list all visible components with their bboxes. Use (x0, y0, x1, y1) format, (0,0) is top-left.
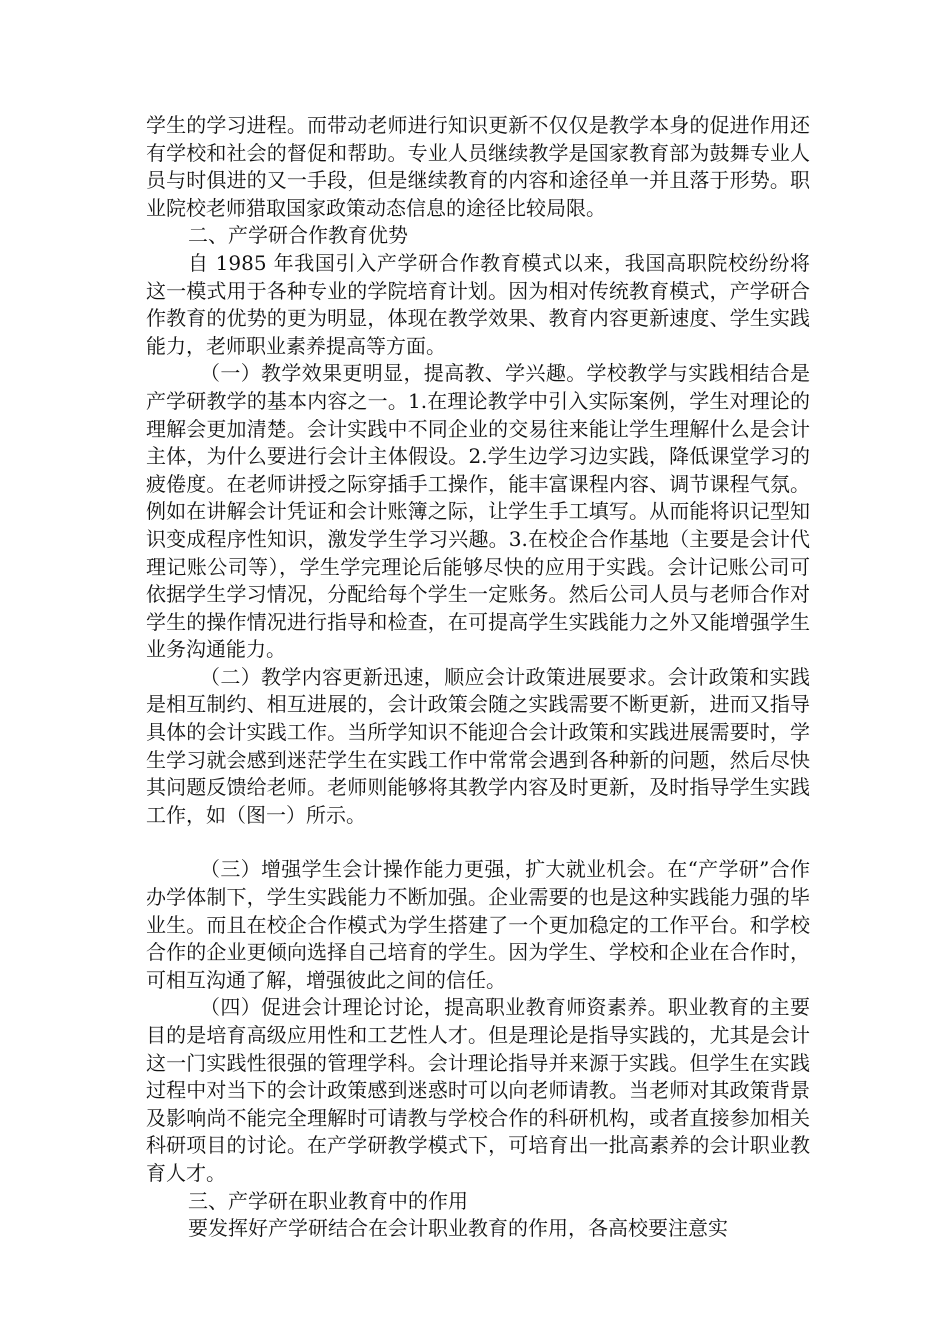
paragraph-role-intro: 要发挥好产学研结合在会计职业教育的作用，各高校要注意实 (188, 1216, 728, 1241)
figure-gap (146, 829, 810, 856)
section-heading-role: 三、产学研在职业教育中的作用 (188, 1188, 468, 1213)
paragraph-advantage-practical-ability: （三）增强学生会计操作能力更强，扩大就业机会。在“产学研”合作办学体制下，学生实践能力不断加强。企业需要的也是这种实践能力强的毕业生。而且在校企合作模式为学生搭建了一个更加稳定的工作平台。和学校合作的企业更倾向选择自己培育的学生。因为学生、学校和企业在合作时，可相互沟通了解，增强彼此之间的信任。 (146, 857, 810, 992)
paragraph-advantages-overview: 自 1985 年我国引入产学研合作教育模式以来，我国高职院校纷纷将这一模式用于各种专业的学院培育计划。因为相对传统教育模式，产学研合作教育的优势的更为明显，体现在教学效果、教育内容更新速度、学生实践能力，老师职业素养提高等方面。 (146, 250, 810, 358)
section-heading-advantages: 二、产学研合作教育优势 (188, 223, 408, 248)
paragraph-advantage-theory-research: （四）促进会计理论讨论，提高职业教育师资素养。职业教育的主要目的是培育高级应用性和工艺性人才。但是理论是指导实践的，尤其是会计这一门实践性很强的管理学科。会计理论指导并来源于实践。但学生在实践过程中对当下的会计政策感到迷惑时可以向老师请教。当老师对其政策背景及影响尚不能完全理解时可请教与学校合作的科研机构，或者直接参加相关科研项目的讨论。在产学研教学模式下，可培育出一批高素养的会计职业教育人才。 (146, 995, 810, 1185)
paragraph-intro-continuation: 学生的学习进程。而带动老师进行知识更新不仅仅是教学本身的促进作用还有学校和社会的督促和帮助。专业人员继续教学是国家教育部为鼓舞专业人员与时俱进的又一手段，但是继续教育的内容和途径单一并且落于形势。职业院校老师猎取国家政策动态信息的途径比较局限。 (146, 113, 810, 220)
document-page (146, 112, 810, 1243)
paragraph-advantage-teaching-effect: （一）教学效果更明显，提高教、学兴趣。学校教学与实践相结合是产学研教学的基本内容之一。1.在理论教学中引入实际案例，学生对理论的理解会更加清楚。会计实践中不同企业的交易往来能让学生理解什么是会计主体，为什么要进行会计主体假设。2.学生边学习边实践，降低课堂学习的疲倦度。在老师讲授之际穿插手工操作，能丰富课程内容、调节课程气氛。例如在讲解会计凭证和会计账簿之际，让学生手工填写。从而能将识记型知识变成程序性知识，激发学生学习兴趣。3.在校企合作基地（主要是会计代理记账公司等），学生学完理论后能够尽快的应用于实践。会计记账公司可依据学生学习情况，分配给每个学生一定账务。然后公司人员与老师合作对学生的操作情况进行指导和检查，在可提高学生实践能力之外又能增强学生业务沟通能力。 (146, 361, 810, 662)
paragraph-advantage-content-update: （二）教学内容更新迅速，顺应会计政策进展要求。会计政策和实践是相互制约、相互进展的，会计政策会随之实践需要不断更新，进而又指导具体的会计实践工作。当所学知识不能迎合会计政策和实践进展需要时，学生学习就会感到迷茫学生在实践工作中常常会遇到各种新的问题，然后尽快其问题反馈给老师。老师则能够将其教学内容及时更新，及时指导学生实践工作，如（图一）所示。 (146, 664, 810, 827)
